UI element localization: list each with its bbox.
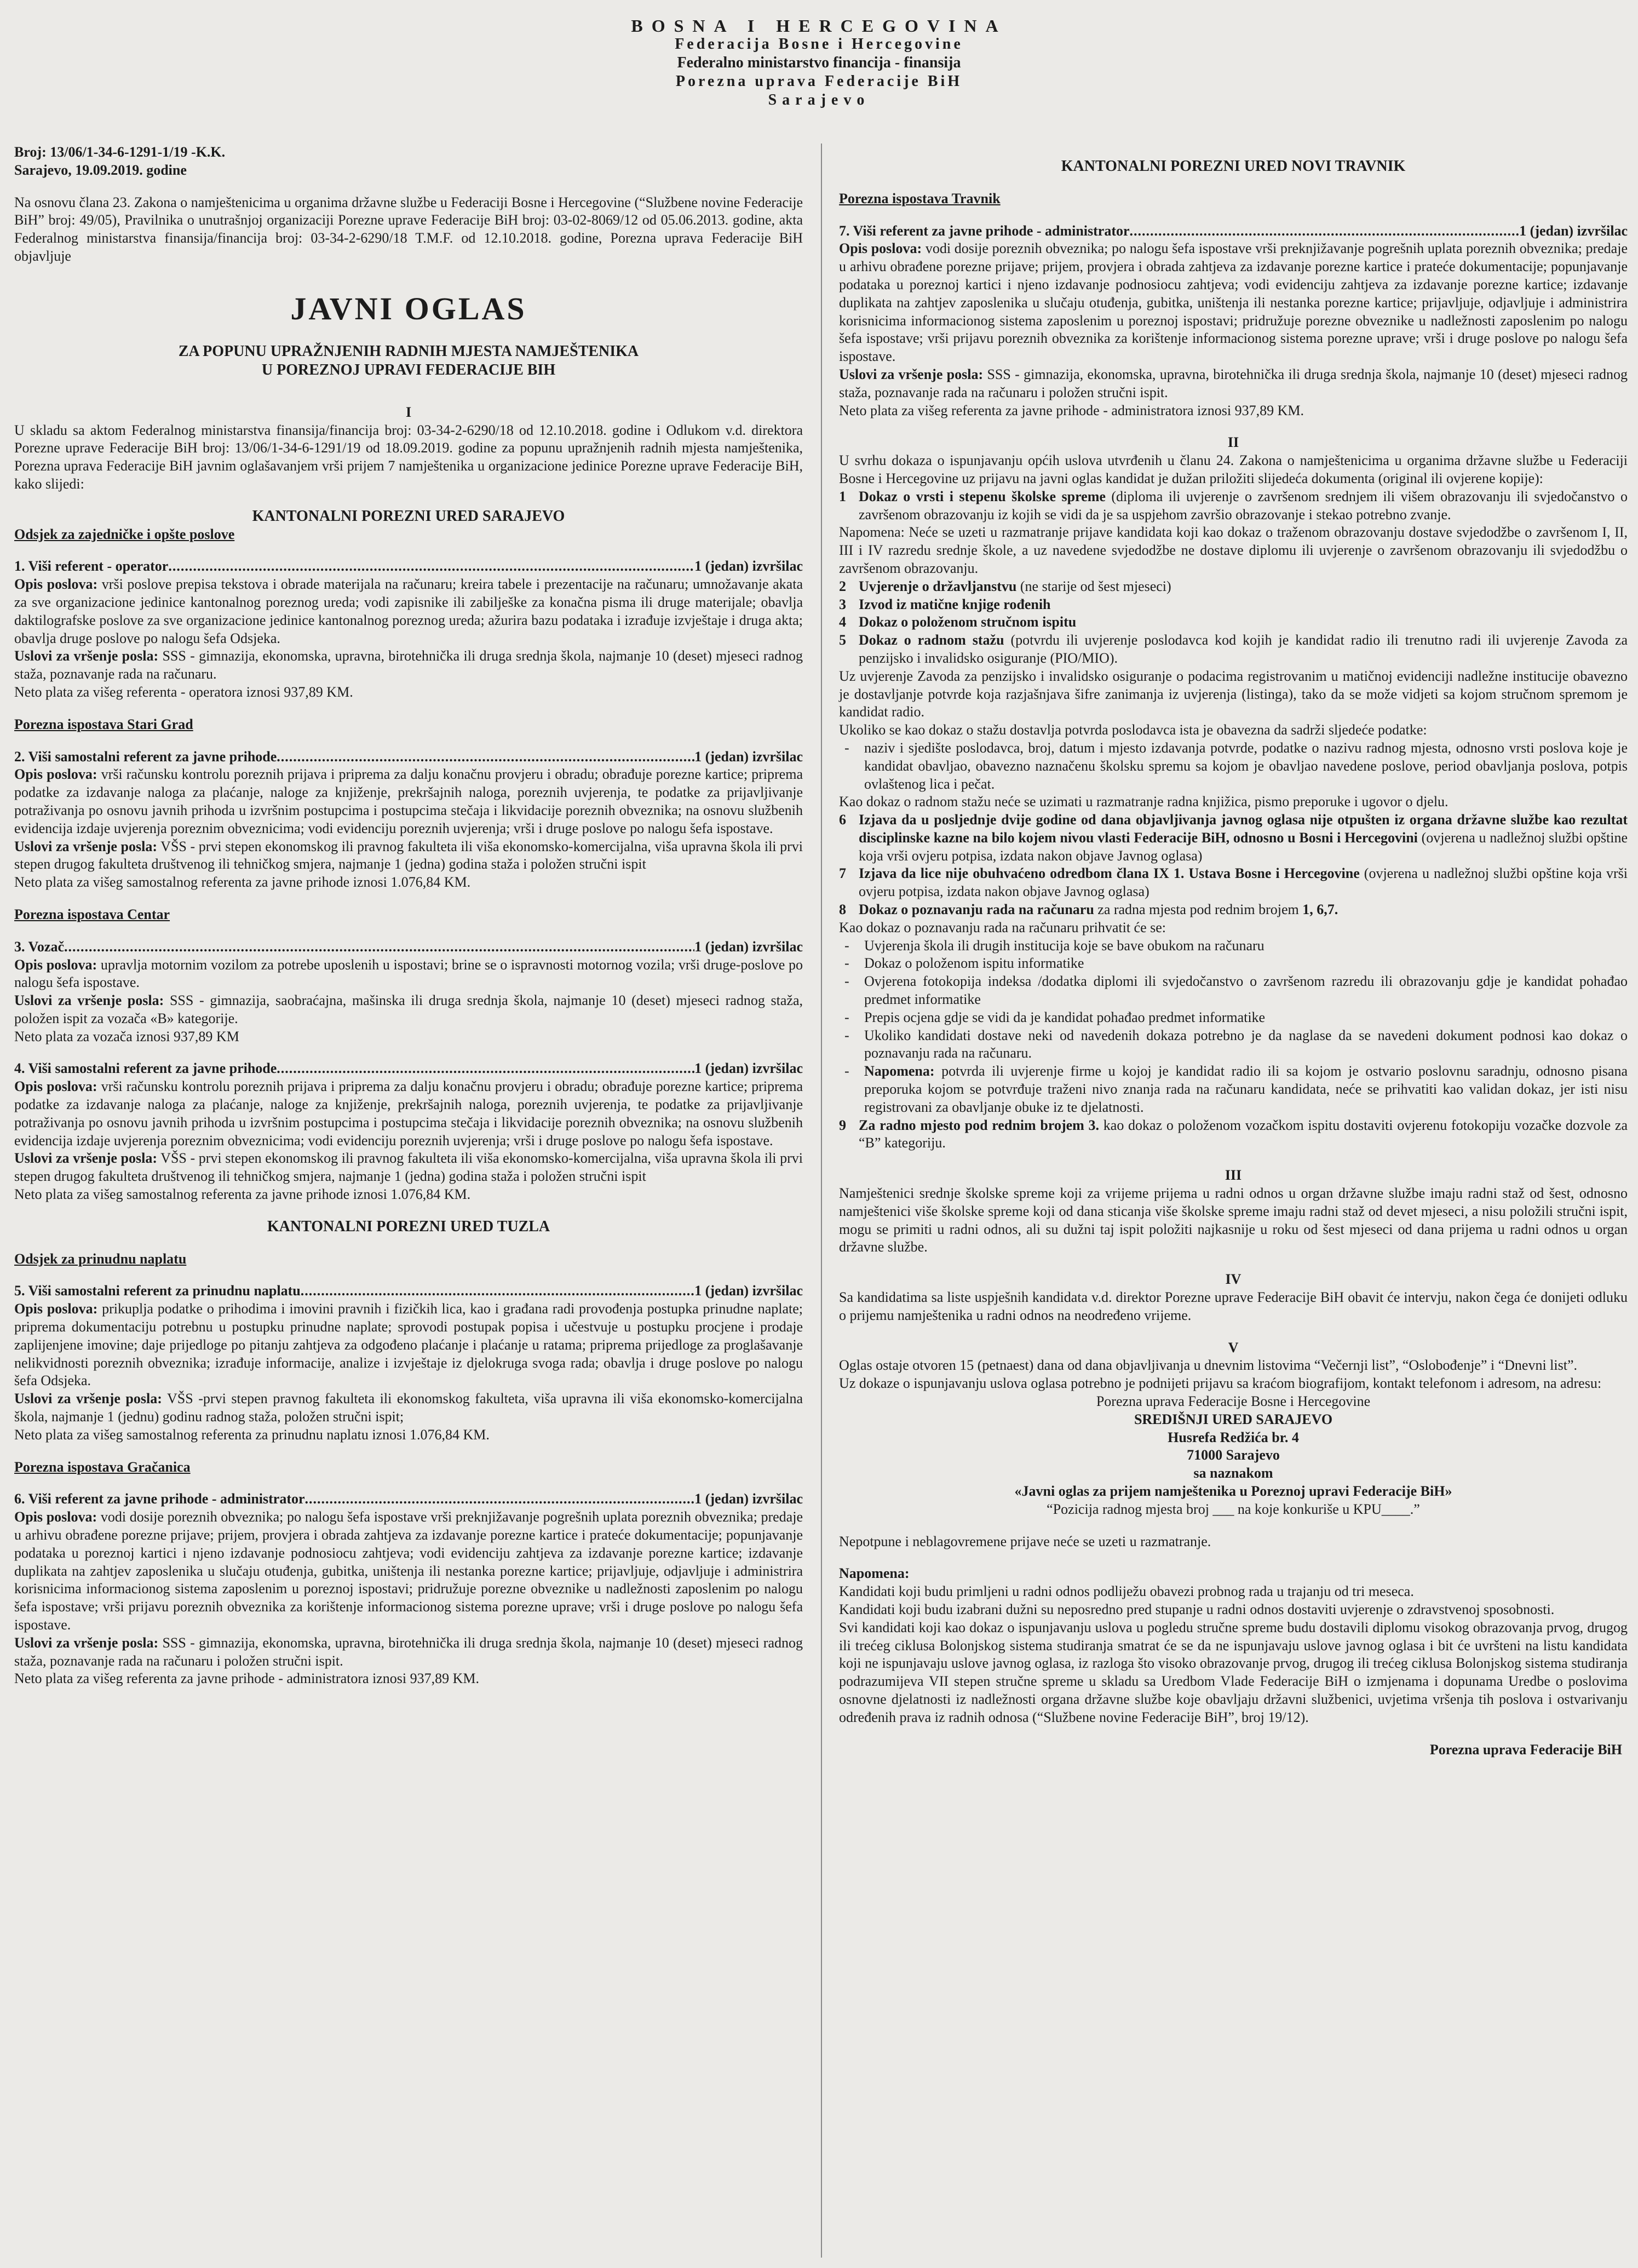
position-5-title: 5. Viši samostalni referent za prinudnu naplatu — [14, 1283, 301, 1299]
position-6-title: 6. Viši referent za javne prihode - administrator — [14, 1491, 305, 1507]
position-1-title: 1. Viši referent - operator — [14, 558, 169, 575]
intro-paragraph: Na osnovu člana 23. Zakona o namještenicima u organima državne službe u Federaciji Bosne i Hercegovine (“Službene novine Federacije BiH” broj: 49/05), Pravilnika o unutrašnjoj organizaciji Porezne uprave Federacije BiH broj: 03-02-8069/12 od 05.06.2013. godine, akta Federalnog ministarstva finansija/financija broj: 03-34-2-6290/18 T.M.F. od 12.10.2018. godine, Porezna uprava Federacije BiH objavljuje — [14, 194, 803, 264]
requirement-1: 1 Dokaz o vrsti i stepenu školske spreme (diploma ili uvjerenje o završenom srednjem ili višem obrazovanju ili svjedočanstvo o završenom obrazovanju iz kojih se vidi da je sa uspjehom završio obrazovanje i stekao potrebno zvanje. — [839, 488, 1628, 522]
requirement-3: 3 Izvod iz matične knjige rođenih — [839, 596, 1051, 612]
header-federation: Federacija Bosne i Hercegovine — [675, 36, 963, 53]
position-7-count: 1 (jedan) izvršilac — [1519, 222, 1628, 239]
document-header — [0, 16, 1638, 110]
header-ministry: Federalno ministarstvo financija - finansija — [677, 54, 961, 71]
position-2-header — [14, 748, 803, 766]
position-7-salary: Neto plata za višeg referenta za javne prihode - administratora iznosi 937,89 KM. — [839, 402, 1304, 418]
address-line-4: 71000 Sarajevo — [1187, 1447, 1280, 1463]
work-book-paragraph: Kao dokaz o radnom stažu neće se uzimati u razmatranje radna knjižica, pismo preporuke i ugovor o djelu. — [839, 794, 1449, 810]
dept-enforcement: Odsjek za prinudnu naplatu — [14, 1250, 187, 1267]
position-2-salary: Neto plata za višeg samostalnog referenta za javne prihode iznosi 1.076,84 KM. — [14, 874, 471, 891]
address-line-1: Porezna uprava Federacije Bosne i Hercegovine — [1096, 1393, 1371, 1409]
section-4-text: Sa kandidatima sa liste uspješnih kandidata v.d. direktor Porezne uprave Federacije BiH obavit će intervju, nakon čega će donijeti odluku o prijemu namještenika u radni odnos na neodređeno vrijeme. — [839, 1289, 1628, 1323]
position-6-description: Opis poslova: vodi dosije poreznih obveznika; po nalogu šefa ispostave vrši preknjižavanje pogrešnih uplata poreznih obveznika; predaje u arhivu obrađene porezne prijave; prijem, provjera i obrada zahtjeva za izdavanje porezne kartice i prateće dokumentacije; popunjavanje podataka u poreznoj kartici i njeno izdavanje podnosiocu zahtjeva; vodi evidenciju zahtjeva za izdavanje porezne kartice; izdavanje duplikata na zahtjev zaposlenika u slučaju otuđenja, gubitka, uništenja ili nestanka porezne kartice; prijavljuje, odjavljuje i administrira korisnicima informacionog sistema zaposlenim u poreznoj ispostavi; pridružuje porezne obveznike u nadležnosti zaposlenim po nalogu šefa ispostave; vrši prijavu poreznih obveznika za korištenje informacionog sistema porezne uprave; vrši i druge poslove po nalogu šefa ispostave. — [14, 1509, 803, 1633]
position-6-header — [14, 1490, 803, 1508]
position-5-count: 1 (jedan) izvršilac — [694, 1283, 803, 1299]
position-4-count: 1 (jedan) izvršilac — [694, 1060, 803, 1077]
position-4-salary: Neto plata za višeg samostalnog referenta za javne prihode iznosi 1.076,84 KM. — [14, 1186, 471, 1203]
position-5-conditions: Uslovi za vršenje posla: VŠS -prvi stepen pravnog fakulteta ili ekonomskog fakulteta, viša upravna ili viša ekonomsko-komercijalna škola, najmanje 1 (jednu) godinu radnog staža, položen stručni ispit; — [14, 1391, 803, 1425]
computer-proof-item-3: - Ovjerena fotokopija indeksa /dodatka diplomi ili svjedočanstvo o završenom razredu ili obrazovanju gdje je kandidat pohađao predmet informatike — [844, 973, 1628, 1008]
section-5-number: V — [1228, 1339, 1239, 1356]
office-tuzla: KANTONALNI POREZNI URED TUZLA — [267, 1218, 550, 1235]
right-column — [839, 143, 1628, 1759]
address-line-5: sa naznakom — [1193, 1465, 1273, 1482]
note-1: Kandidati koji budu primljeni u radni odnos podliježu obavezi probnog rada u trajanju od tri meseca. — [839, 1583, 1414, 1600]
document-date: Sarajevo, 19.09.2019. godine — [14, 162, 187, 178]
branch-centar: Porezna ispostava Centar — [14, 906, 170, 922]
position-3-conditions: Uslovi za vršenje posla: SSS - gimnazija, saobraćajna, mašinska ili druga srednja škola, najmanje 10 (deset) mjeseci radnog staža, položen ispit za vozača «B» kategorije. — [14, 992, 803, 1026]
requirement-5: 5 Dokaz o radnom stažu (potvrdu ili uvjerenje poslodavca kod kojih je kandidat radio ili trenutno radi ili uvjerenje Zavoda za penzijsko i invalidsko osiguranje (PIO/MIO). — [839, 632, 1628, 666]
note-label: Napomena: — [839, 1565, 910, 1582]
position-7-conditions: Uslovi za vršenje posla: SSS - gimnazija, ekonomska, upravna, birotehnička ili druga srednja škola, najmanje 10 (deset) mjeseci radnog staža, poznavanje rada na računaru i položen stručni ispit. — [839, 366, 1628, 400]
position-6-conditions: Uslovi za vršenje posla: SSS - gimnazija, ekonomska, upravna, birotehnička ili druga srednja škola, najmanje 10 (deset) mjeseci radnog staža, poznavanje rada na računaru i položen stručni ispit. — [14, 1634, 803, 1669]
requirement-7: 7 Izjava da lice nije obuhvaćeno odredbom člana IX 1. Ustava Bosne i Hercegovine (ovjerena u nadležnoj službi opštine koja vrši ovjeru potpisa, izdata nakon objave Javnog oglasa) — [839, 865, 1628, 900]
position-3-description: Opis poslova: upravlja motornim vozilom za potrebe uposlenih u ispostavi; brine se o ispravnosti motornog vozila; vrši druge-poslove po nalogu šefa ispostave. — [14, 956, 803, 991]
position-2-count: 1 (jedan) izvršilac — [694, 748, 803, 765]
computer-proof-item-2: - Dokaz o položenom ispitu informatike — [844, 955, 1084, 972]
requirement-2: 2 Uvjerenje o državljanstvu (ne starije od šest mjeseci) — [839, 578, 1171, 594]
section-3-text: Namještenici srednje školske spreme koji za vrijeme prijema u radni odnos u organ državne službe imaju radni staž od šest, odnosno namještenici više školske spreme koji od dana sticanja više školske spreme imaju radni staž od devet mjeseci, a nisu položili stručni ispit, mogu se primiti u radni odnos, ali su dužni taj ispit položiti najkasnije u roku od šest mjeseci od dana prijema u radni odnos u organ državne službe. — [839, 1185, 1628, 1255]
address-line-7: “Pozicija radnog mjesta broj ___ na koje konkuriše u KPU____.” — [1047, 1501, 1420, 1517]
header-city: Sarajevo — [768, 91, 870, 108]
requirement-9: 9 Za radno mjesto pod rednim brojem 3. kao dokaz o položenom vozačkom ispitu dostaviti ovjerenu fotokopiju vozačke dozvole za “B” kategoriju. — [839, 1117, 1628, 1151]
note-2: Kandidati koji budu izabrani dužni su neposredno pred stupanje u radni odnos dostaviti uvjerenje o zdravstvenoj sposobnosti. — [839, 1601, 1555, 1617]
position-1-salary: Neto plata za višeg referenta - operatora iznosi 937,89 KM. — [14, 684, 353, 700]
position-3-salary: Neto plata za vozača iznosi 937,89 KM — [14, 1028, 239, 1044]
left-column — [14, 143, 803, 1688]
position-3-header — [14, 938, 803, 956]
requirement-1-note: Napomena: Neće se uzeti u razmatranje prijave kandidata koji kao dokaz o traženom obrazovanju dostave svjedodžbe o završenom I, II, III i IV razredu srednje škole, a uz navedene svjedodžbe ne dostave diplomu ili uvjerenje o završenom obrazovanju ili svjedodžbu o završenom obrazovanju. — [839, 524, 1628, 576]
requirement-4: 4 Dokaz o položenom stručnom ispitu — [839, 614, 1077, 630]
position-7-header — [839, 222, 1628, 240]
position-3-count: 1 (jedan) izvršilac — [694, 938, 803, 955]
header-tax-administration: Porezna uprava Federacije BiH — [675, 73, 963, 90]
office-novi-travnik: KANTONALNI POREZNI URED NOVI TRAVNIK — [1061, 158, 1406, 175]
employer-certificate-paragraph: Ukoliko se kao dokaz o stažu dostavlja potvrda poslodavca ista je obavezna da sadrži sljedeće podatke: — [839, 722, 1427, 738]
branch-gracanica: Porezna ispostava Gračanica — [14, 1459, 191, 1475]
section-3-number: III — [1225, 1167, 1242, 1184]
position-5-salary: Neto plata za višeg samostalnog referenta za prinudnu naplatu iznosi 1.076,84 KM. — [14, 1426, 490, 1443]
position-6-count: 1 (jedan) izvršilac — [694, 1491, 803, 1507]
section-4-number: IV — [1225, 1271, 1242, 1288]
position-1-description: Opis poslova: vrši poslove prepisa tekstova i obrade materijala na računaru; kreira tabele i prezentacije na računaru; umnožavanje akata za sve organizacione jedinice kantonalnog poreznog ureda; vodi zapisnike ili zabilješke za konačna pisma ili druge materijale; obavlja daktilografske poslove za sve organizacione jedinice kantonalnog poreznog ureda; ažurira bazu podataka i izrađuje izvještaje i druga akta; obavlja druge poslove po nalogu šefa Odsjeka. — [14, 576, 803, 646]
position-4-title: 4. Viši samostalni referent za javne prihode — [14, 1060, 277, 1077]
position-2-conditions: Uslovi za vršenje posla: VŠS - prvi stepen ekonomskog ili pravnog fakulteta ili viša ekonomsko-komercijalna, viša upravna škola ili prvi stepen drugog fakulteta društvenog ili tehničkog smjera, najmanje 1 (jedna) godina staža i položen stručni ispit — [14, 838, 803, 872]
computer-proof-item-5: - Ukoliko kandidati dostave neki od navedenih dokaza potrebno je da naglase da se navedeni dokument podnosi kao dokaz o poznavanju rada na računaru. — [844, 1027, 1628, 1061]
subtitle-line-1: ZA POPUNU UPRAŽNJENIH RADNIH MJESTA NAMJEŠTENIKA — [178, 342, 639, 360]
position-4-description: Opis poslova: vrši računsku kontrolu poreznih prijava i priprema za dalju konačnu provjeru i obradu; obrađuje porezne kartice; priprema podatke za izdavanje naloga za plaćanje, naloge za knjiženje, prekršajnih naloga, poreznih uvjerenja, te podatke za prijavljivanje potraživanja po osnovu javnih prihoda u izvršnim postupcima i postupcima stečaja i likvidacije poreznih obveznika; na osnovu službenih evidencija izdaje uvjerenja poreznim obveznicima; vodi evidenciju poreznih uvjerenja; vrši i druge poslove po nalogu šefa ispostave. — [14, 1078, 803, 1149]
computer-proof-item-6: - Napomena: potvrda ili uvjerenje firme u kojoj je kandidat radio ili sa kojom je ostvario poslovnu saradnju, odnosno pisana preporuka kojom se potvrđuje traženi nivo znanja rada na računaru kandidata, neće se prihvatiti kao validan dokaz, jer isti nisu registrovani za obavljanje obuke iz te djelatnosti. — [844, 1063, 1628, 1115]
position-3-title: 3. Vozač — [14, 938, 64, 955]
position-4-conditions: Uslovi za vršenje posla: VŠS - prvi stepen ekonomskog ili pravnog fakulteta ili viša ekonomsko-komercijalna, viša upravna škola ili prvi stepen drugog fakulteta društvenog ili tehničkog smjera, najmanje 1 (jedna) godina staža i položen stručni ispit — [14, 1150, 803, 1185]
position-1-header — [14, 558, 803, 576]
address-line-3: Husrefa Redžića br. 4 — [1168, 1429, 1299, 1445]
section-1-number: I — [405, 404, 412, 420]
section-2-number: II — [1227, 434, 1239, 451]
page-title: JAVNI OGLAS — [290, 290, 527, 326]
note-3: Svi kandidati koji kao dokaz o ispunjavanju uslova u pogledu stručne spreme budu dostavili diplomu visokog obrazovanja prvog, drugog ili trećeg ciklusa Bolonjskog sistema studiranja smatrat će se da ne ispunjavaju uslove javnog oglasa i bit će uvršteni na listu kandidata koji ne ispunjavaju uslove javnog oglasa, iz razloga što visoko obrazovanje prvog, drugog ili trećeg ciklusa Bolonjskog sistema studiranja podrazumijeva VII stepen stručne spreme u skladu sa Uredbom Vlade Federacije BiH o izmjenama i dopunama Uredbe o poslovima osnovne djelatnosti iz nadležnosti organa državne službe koje obavljaju državni službenici, uvjetima vršenja tih poslova i ostvarivanju određenih prava iz radnih odnosa (“Službene novine Federacije BiH”, broj 19/12). — [839, 1619, 1628, 1725]
address-line-6: «Javni oglas za prijem namještenika u Poreznoj upravi Federacije BiH» — [1014, 1483, 1452, 1499]
incomplete-applications-note: Nepotpune i neblagovremene prijave neće se uzeti u razmatranje. — [839, 1533, 1211, 1549]
position-7-title: 7. Viši referent za javne prihode - administrator — [839, 222, 1130, 239]
header-country: BOSNA I HERCEGOVINA — [631, 16, 1007, 36]
position-2-title: 2. Viši samostalni referent za javne prihode — [14, 748, 277, 765]
column-divider — [821, 143, 822, 2258]
position-1-count: 1 (jedan) izvršilac — [694, 558, 803, 575]
requirement-6: 6 Izjava da u posljednje dvije godine od dana objavljivanja javnog oglasa nije otpušten iz organa državne službe kao rezultat disciplinske kazne na bilo kojem nivou vlasti Federacije BiH, odnosno u Bosni i Hercegovini (ovjerena u nadležnoj službi opštine koja vrši ovjeru potpisa, izdata nakon objave Javnog oglasa) — [839, 812, 1628, 864]
position-1-conditions: Uslovi za vršenje posla: SSS - gimnazija, ekonomska, upravna, birotehnička ili druga srednja škola, najmanje 10 (deset) mjeseci radnog staža, poznavanje rada na računaru. — [14, 648, 803, 682]
section-2-intro: U svrhu dokaza o ispunjavanju općih uslova utvrđenih u članu 24. Zakona o namještenicima u organima državne službe u Federaciji Bosne i Hercegovine uz prijavu na javni oglas kandidat je dužan priložiti slijedeća dokumenta (original ili ovjerene kopije): — [839, 452, 1628, 486]
requirement-8: 8 Dokaz o poznavanju rada na računaru za radna mjesta pod rednim brojem 1, 6,7. — [839, 902, 1338, 918]
pio-certificate-paragraph: Uz uvjerenje Zavoda za penzijsko i invalidsko osiguranje o podacima registrovanim u matičnoj evidenciji nadležne institucije obavezno je dostavljanje potvrde koja razjašnjava šifre zanimanja iz uvjerenja (listinga), tako da se može vidjeti sa kojom stručnom spremom je kandidat radio. — [839, 668, 1628, 720]
document-number: Broj: 13/06/1-34-6-1291-1/19 -K.K. — [14, 144, 226, 160]
computer-proof-item-1: - Uvjerenja škola ili drugih institucija koje se bave obukom na računaru — [844, 937, 1265, 954]
section-5-text-2: Uz dokaze o ispunjavanju uslova oglasa potrebno je podnijeti prijavu sa kraćom biografijom, kontakt telefonom i adresom, na adresu: — [839, 1375, 1602, 1392]
computer-proof-item-4: - Prepis ocjena gdje se vidi da je kandidat pohađao predmet informatike — [844, 1009, 1266, 1025]
position-5-description: Opis poslova: prikuplja podatke o prihodima i imovini pravnih i fizičkih lica, kao i građana radi provođenja postupka prinudne naplate; priprema dokumentaciju potrebnu u postupku prinudne naplate; sprovodi postupak popisa i učestvuje u postupku procjene i prodaje zaplijenjene imovine; daje prijedloge po pitanju zahtjeva za odgođeno plaćanje i plaćanje u ratama; priprema prijedloge za proglašavanje nelikvidnosti poreznih obveznika; izrađuje informacije, analize i izvještaje iz djelokruga svoga rada; obavlja i druge poslove po nalogu šefa Odsjeka. — [14, 1301, 803, 1389]
branch-stari-grad: Porezna ispostava Stari Grad — [14, 716, 193, 732]
office-sarajevo: KANTONALNI POREZNI URED SARAJEVO — [252, 507, 565, 525]
position-2-description: Opis poslova: vrši računsku kontrolu poreznih prijava i priprema za dalju konačnu provjeru i obradu; obrađuje porezne kartice; priprema podatke za izdavanje naloga za plaćanje, naloge za knjiženje, prekršajnih naloga, poreznih uvjerenja, te podatke za prijavljivanje potraživanja po osnovu javnih prihoda u izvršnim postupcima i postupcima stečaja i likvidacije poreznih obveznika; na osnovu službenih evidencija izdaje uvjerenja poreznim obveznicima; vodi evidenciju poreznih uvjerenja; vrši i druge poslove po nalogu šefa ispostave. — [14, 766, 803, 836]
address-line-2: SREDIŠNJI URED SARAJEVO — [1134, 1411, 1333, 1427]
position-6-salary: Neto plata za višeg referenta za javne prihode - administratora iznosi 937,89 KM. — [14, 1670, 480, 1687]
position-4-header — [14, 1060, 803, 1078]
position-5-header — [14, 1282, 803, 1300]
signature: Porezna uprava Federacije BiH — [1429, 1741, 1622, 1758]
position-7-description: Opis poslova: vodi dosije poreznih obveznika; po nalogu šefa ispostave vrši preknjižavanje pogrešnih uplata poreznih obveznika; predaje u arhivu obrađene porezne prijave; prijem, provjera i obrada zahtjeva za izdavanje porezne kartice i prateće dokumentacije; popunjavanje podataka u poreznoj kartici i njeno izdavanje podnosiocu zahtjeva; vodi evidenciju zahtjeva za izdavanje porezne kartice; izdavanje duplikata na zahtjev zaposlenika u slučaju otuđenja, gubitka, uništenja ili nestanka porezne kartice; prijavljuje, odjavljuje i administrira korisnicima informacionog sistema zaposlenim u poreznoj ispostavi; pridružuje porezne obveznike u nadležnosti zaposlenim po nalogu šefa ispostave; vrši prijavu poreznih obveznika za korištenje informacionog sistema porezne uprave; vrši i druge poslove po nalogu šefa ispostave. — [839, 240, 1628, 365]
subtitle-line-2: U POREZNOJ UPRAVI FEDERACIJE BIH — [261, 361, 556, 378]
computer-proof-paragraph: Kao dokaz o poznavanju rada na računaru prihvatit će se: — [839, 919, 1166, 935]
dept-common-affairs: Odsjek za zajedničke i opšte poslove — [14, 526, 235, 542]
section-5-text-1: Oglas ostaje otvoren 15 (petnaest) dana od dana objavljivanja u dnevnim listovima “Večernji list”, “Oslobođenje” i “Dnevni list”. — [839, 1357, 1578, 1374]
employer-certificate-list-item: - naziv i sjedište poslodavca, broj, datum i mjesto izdavanja potvrde, podatke o nazivu radnog mjesta, odnosno vrsti poslova koje je kandidat obavljao, obavezno naznačenu školsku spremu sa kojom je obavljao navedene poslove, period obavljanja poslova, potpis ovlaštenog lica i pečat. — [844, 739, 1628, 792]
branch-travnik: Porezna ispostava Travnik — [839, 190, 1001, 206]
section-1-text: U skladu sa aktom Federalnog ministarstva finansija/financija broj: 03-34-2-6290/18 od 12.10.2018. godine i Odlukom v.d. direktora Porezne uprave Federacije BiH broj: 13/06/1-34-6-1291/19 od 18.09.2019. godine za popunu upražnjenih radnih mjesta namještenika, Porezna uprava Federacije BiH javnim oglašavanjem vrši prijem 7 namještenika u organizacione jedinice Porezne uprave Federacije BiH, kako slijedi: — [14, 422, 803, 492]
